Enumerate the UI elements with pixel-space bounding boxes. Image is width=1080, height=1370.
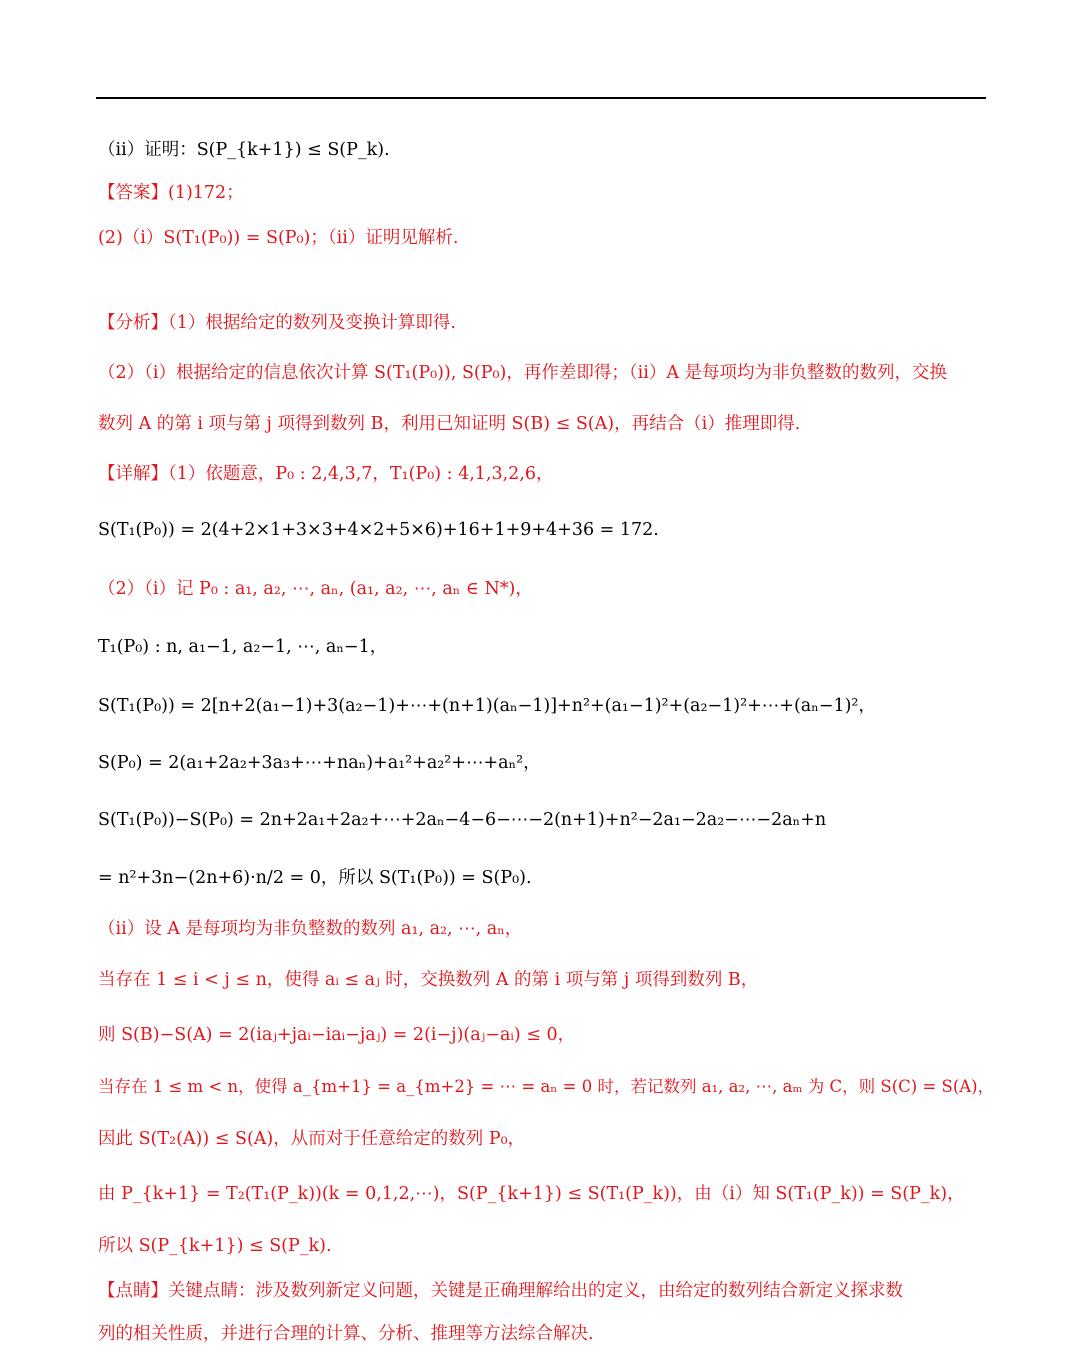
detail-ii-conclusion: 所以 S(P_{k+1}) ≤ S(P_k). xyxy=(98,1236,332,1256)
formula-difference: S(T₁(P₀))−S(P₀) = 2n+2a₁+2a₂+⋯+2aₙ−4−6−⋯−2(n+1)+n²−2a₁−2a₂−⋯−2aₙ+n xyxy=(98,810,827,830)
analysis-line-3: 数列 A 的第 i 项与第 j 项得到数列 B，利用已知证明 S(B) ≤ S(A)，再结合（i）推理即得. xyxy=(98,414,801,434)
detail-line-2: （2）（i）记 P₀ : a₁, a₂, ⋯, aₙ, (a₁, a₂, ⋯, aₙ ∈ N*)， xyxy=(98,579,533,599)
analysis-line-2: （2）（i）根据给定的信息依次计算 S(T₁(P₀)), S(P₀)，再作差即得；（ii）A 是每项均为非负整数的数列，交换 xyxy=(98,363,948,383)
question-ii-line: （ii）证明：S(P_{k+1}) ≤ S(P_k). xyxy=(98,140,390,160)
key-point-line-2: 列的相关性质，并进行合理的计算、分析、推理等方法综合解决. xyxy=(98,1324,594,1344)
detail-ii-line-1: （ii）设 A 是每项均为非负整数的数列 a₁, a₂, ⋯, aₙ， xyxy=(98,919,523,939)
formula-difference-result: = n²+3n−(2n+6)·n/2 = 0，所以 S(T₁(P₀)) = S(P₀). xyxy=(98,868,532,888)
detail-ii-line-2: 当存在 1 ≤ i < j ≤ n，使得 aᵢ ≤ aⱼ 时，交换数列 A 的第 i 项与第 j 项得到数列 B， xyxy=(98,970,759,990)
detail-ii-line-3: 则 S(B)−S(A) = 2(iaⱼ+jaᵢ−iaᵢ−jaⱼ) = 2(i−j)(aⱼ−aᵢ) ≤ 0， xyxy=(98,1025,576,1045)
header-rule xyxy=(96,97,986,99)
analysis-line-1: 【分析】（1）根据给定的数列及变换计算即得. xyxy=(98,313,456,333)
formula-s-p0: S(P₀) = 2(a₁+2a₂+3a₃+⋯+naₙ)+a₁²+a₂²+⋯+aₙ²， xyxy=(98,753,541,773)
detail-line-1: 【详解】（1）依题意，P₀ : 2,4,3,7，T₁(P₀) : 4,1,3,2,6， xyxy=(98,464,554,484)
answer-line-1: 【答案】(1)172； xyxy=(98,183,244,203)
formula-s-t1-p0-value: S(T₁(P₀)) = 2(4+2×1+3×3+4×2+5×6)+16+1+9+4+36 = 172. xyxy=(98,520,659,540)
detail-ii-line-6: 由 P_{k+1} = T₂(T₁(P_k))(k = 0,1,2,⋯)，S(P_{k+1}) ≤ S(T₁(P_k))，由（i）知 S(T₁(P_k)) = S(P_k)， xyxy=(98,1184,965,1204)
answer-line-2: (2)（i）S(T₁(P₀)) = S(P₀)；（ii）证明见解析. xyxy=(98,228,459,248)
detail-ii-line-5: 因此 S(T₂(A)) ≤ S(A)，从而对于任意给定的数列 P₀， xyxy=(98,1129,526,1149)
formula-t1-p0: T₁(P₀) : n, a₁−1, a₂−1, ⋯, aₙ−1， xyxy=(98,637,388,657)
detail-ii-line-4: 当存在 1 ≤ m < n，使得 a_{m+1} = a_{m+2} = ⋯ = aₙ = 0 时，若记数列 a₁, a₂, ⋯, aₘ 为 C，则 S(C) = S(A)， xyxy=(98,1077,995,1096)
key-point-line-1: 【点睛】关键点睛：涉及数列新定义问题，关键是正确理解给出的定义，由给定的数列结合新定义探求数 xyxy=(98,1281,903,1301)
formula-s-t1-p0: S(T₁(P₀)) = 2[n+2(a₁−1)+3(a₂−1)+⋯+(n+1)(aₙ−1)]+n²+(a₁−1)²+(a₂−1)²+⋯+(aₙ−1)²， xyxy=(98,696,876,716)
